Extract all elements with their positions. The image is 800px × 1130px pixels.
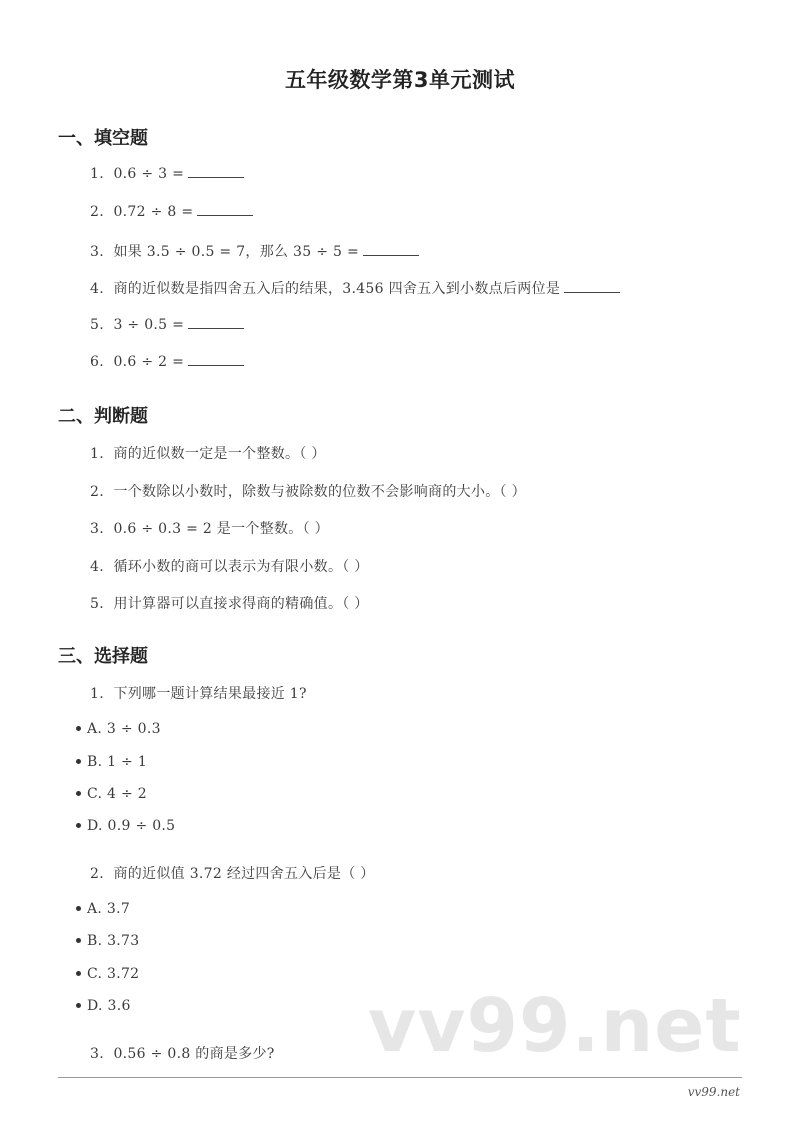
choice-option-text: D. 3.6 bbox=[87, 998, 131, 1014]
footer-site-label: vv99.net bbox=[687, 1085, 740, 1099]
judge-question-5: 5. 用计算器可以直接求得商的精确值。（ ） bbox=[90, 596, 369, 612]
fill-question-5 bbox=[90, 316, 244, 333]
fill-question-text: 2. 0.72 ÷ 8 = bbox=[90, 204, 194, 220]
judge-question-4: 4. 循环小数的商可以表示为有限小数。（ ） bbox=[90, 559, 369, 575]
fill-question-3 bbox=[90, 241, 419, 261]
bullet-icon bbox=[76, 823, 81, 828]
choice-option-text: A. 3.7 bbox=[87, 901, 131, 917]
choice-question-1: 1. 下列哪一题计算结果最接近 1? bbox=[90, 686, 307, 702]
choice-option bbox=[76, 998, 131, 1014]
section-heading-choice: 三、选择题 bbox=[58, 646, 148, 667]
bullet-icon bbox=[76, 938, 81, 943]
answer-blank bbox=[363, 243, 419, 256]
choice-option bbox=[76, 901, 130, 917]
answer-blank bbox=[188, 353, 244, 366]
answer-blank bbox=[197, 203, 253, 216]
choice-option-text: A. 3 ÷ 0.3 bbox=[87, 721, 161, 737]
answer-blank bbox=[188, 165, 244, 178]
choice-option-text: B. 1 ÷ 1 bbox=[87, 754, 148, 770]
choice-question-2: 2. 商的近似值 3.72 经过四舍五入后是（ ） bbox=[90, 866, 375, 882]
choice-option bbox=[76, 818, 175, 834]
choice-option-text: C. 3.72 bbox=[87, 966, 140, 982]
fill-question-6 bbox=[90, 353, 244, 370]
choice-option bbox=[76, 721, 161, 737]
judge-question-3: 3. 0.6 ÷ 0.3 = 2 是一个整数。（ ） bbox=[90, 521, 329, 537]
judge-question-2: 2. 一个数除以小数时，除数与被除数的位数不会影响商的大小。（ ） bbox=[90, 484, 526, 500]
fill-question-text: 4. 商的近似数是指四舍五入后的结果，3.456 四舍五入到小数点后两位是 bbox=[90, 281, 561, 297]
choice-option bbox=[76, 754, 147, 770]
footer-divider bbox=[58, 1077, 742, 1078]
bullet-icon bbox=[76, 1003, 81, 1008]
section-heading-judge: 二、判断题 bbox=[58, 406, 148, 427]
fill-question-1 bbox=[90, 165, 244, 182]
fill-question-text: 6. 0.6 ÷ 2 = bbox=[90, 354, 185, 370]
watermark: vv99.net bbox=[368, 983, 742, 1069]
section-heading-fill: 一、填空题 bbox=[58, 128, 148, 149]
choice-option-text: D. 0.9 ÷ 0.5 bbox=[87, 818, 176, 834]
choice-option bbox=[76, 786, 147, 802]
choice-option-text: C. 4 ÷ 2 bbox=[87, 786, 147, 802]
bullet-icon bbox=[76, 759, 81, 764]
fill-question-text: 3. 如果 3.5 ÷ 0.5 = 7，那么 35 ÷ 5 = bbox=[90, 244, 359, 260]
fill-question-text: 1. 0.6 ÷ 3 = bbox=[90, 166, 185, 182]
choice-option bbox=[76, 933, 139, 949]
choice-question-3: 3. 0.56 ÷ 0.8 的商是多少? bbox=[90, 1046, 275, 1062]
fill-question-text: 5. 3 ÷ 0.5 = bbox=[90, 317, 185, 333]
judge-question-1: 1. 商的近似数一定是一个整数。（ ） bbox=[90, 446, 326, 462]
bullet-icon bbox=[76, 971, 81, 976]
page-title: 五年级数学第3单元测试 bbox=[284, 68, 516, 92]
bullet-icon bbox=[76, 791, 81, 796]
answer-blank bbox=[564, 280, 620, 293]
answer-blank bbox=[188, 316, 244, 329]
bullet-icon bbox=[76, 726, 81, 731]
choice-option bbox=[76, 966, 139, 982]
bullet-icon bbox=[76, 906, 81, 911]
fill-question-4 bbox=[90, 278, 620, 298]
choice-option-text: B. 3.73 bbox=[87, 933, 140, 949]
fill-question-2 bbox=[90, 203, 253, 220]
